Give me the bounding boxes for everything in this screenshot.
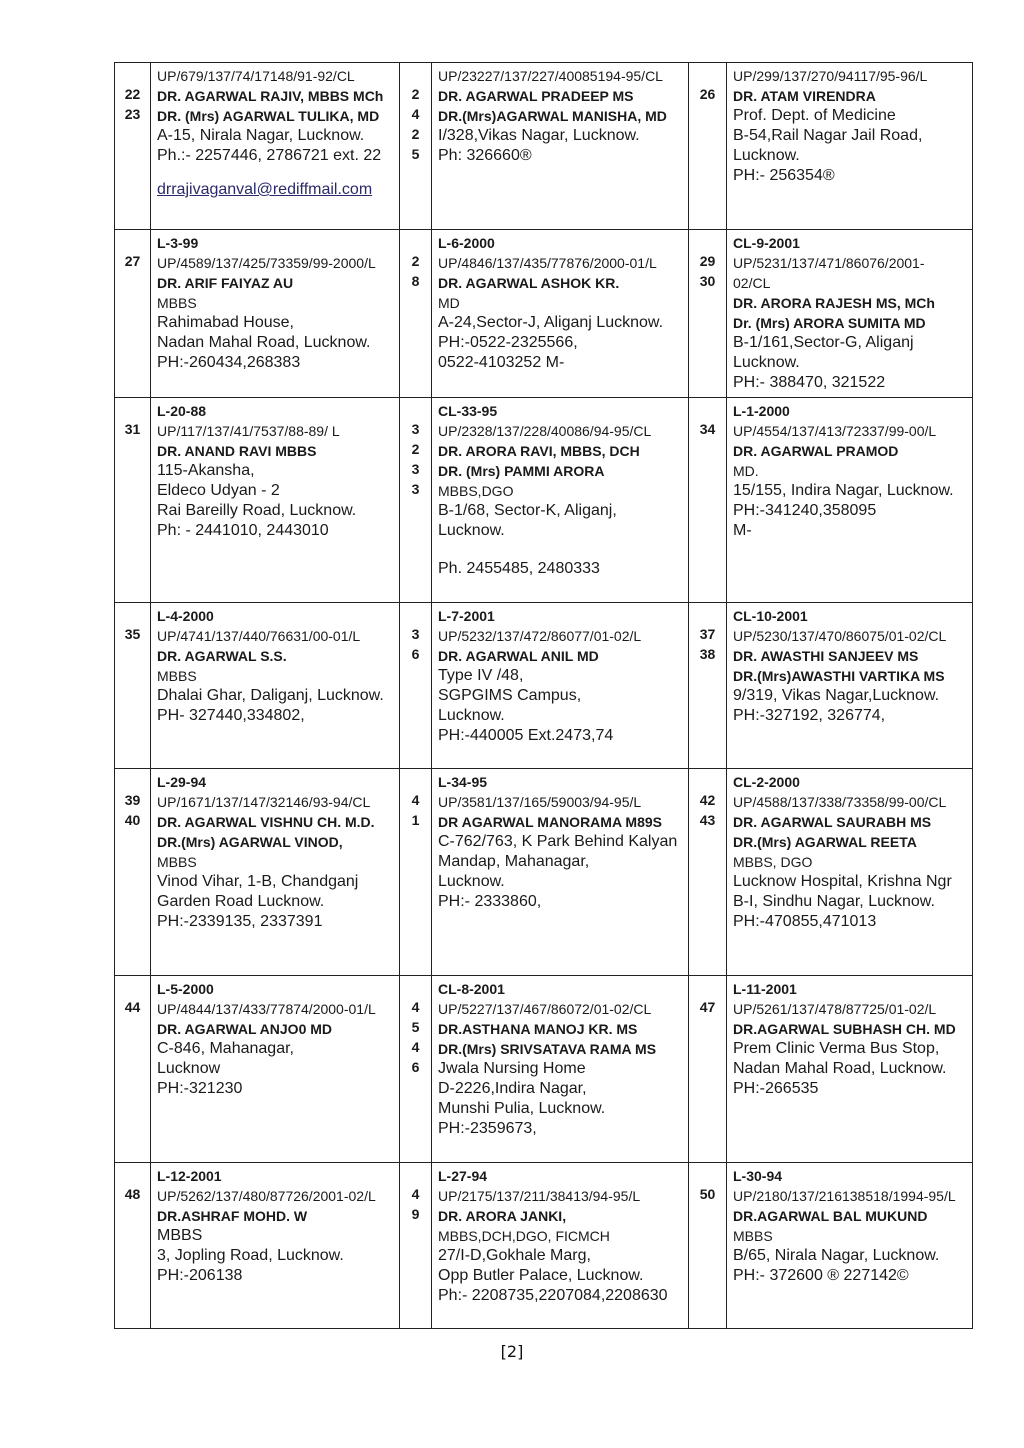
- address-line: D-2226,Indira Nagar,: [438, 1080, 587, 1097]
- serial-number: 39: [124, 792, 141, 808]
- registration-line: MBBS: [157, 295, 197, 311]
- doctor-entry-cell: [151, 769, 400, 976]
- registration-line: UP/679/137/74/17148/91-92/CL: [157, 68, 355, 84]
- doctor-entry-cell: [727, 398, 973, 603]
- registration-line: UP/23227/137/227/40085194-95/CL: [438, 68, 663, 84]
- serial-number-cell: [689, 769, 727, 976]
- directory-body: [115, 63, 973, 1329]
- doctor-name-line: L-12-2001: [157, 1168, 222, 1184]
- address-line: SGPGIMS Campus,: [438, 687, 582, 704]
- serial-spacer: [695, 1166, 720, 1184]
- serial-number: 4: [411, 1039, 420, 1055]
- doctor-name-line: DR AGARWAL MANORAMA M89S: [438, 814, 663, 830]
- blank-line: [438, 541, 682, 559]
- address-line: Eldeco Udyan - 2: [157, 482, 280, 499]
- page-number: [2]: [500, 1342, 524, 1361]
- address-line: PH:-260434,268383: [157, 354, 301, 371]
- serial-spacer: [695, 66, 720, 84]
- doctor-entry-cell: [432, 1163, 689, 1329]
- serial-number: 8: [411, 273, 420, 289]
- doctor-name-line: DR. AGARWAL VISHNU CH. M.D.: [157, 814, 375, 830]
- address-line: PH:-470855,471013: [733, 913, 877, 930]
- doctor-name-line: DR.AGARWAL SUBHASH CH. MD: [733, 1021, 956, 1037]
- doctor-name-line: DR. ARIF FAIYAZ AU: [157, 275, 294, 291]
- registration-line: UP/4589/137/425/73359/99-2000/L: [157, 255, 376, 271]
- serial-spacer: [406, 66, 425, 84]
- registration-line: 02/CL: [733, 275, 771, 291]
- doctor-name-line: CL-9-2001: [733, 235, 800, 251]
- registration-line: UP/4844/137/433/77874/2000-01/L: [157, 1001, 376, 1017]
- serial-number-cell: [400, 398, 432, 603]
- address-line: PH:- 2333860,: [438, 893, 542, 910]
- doctor-name-line: CL-8-2001: [438, 981, 505, 997]
- serial-number-cell: [400, 769, 432, 976]
- registration-line: UP/3581/137/165/59003/94-95/L: [438, 794, 642, 810]
- serial-number-cell: [689, 63, 727, 230]
- serial-number: 4: [411, 106, 420, 122]
- doctor-name-line: DR. AGARWAL ASHOK KR.: [438, 275, 620, 291]
- directory-row: [115, 1163, 973, 1329]
- serial-number: 29: [699, 253, 716, 269]
- address-line: PH:-327192, 326774,: [733, 707, 886, 724]
- address-line: Opp Butler Palace, Lucknow.: [438, 1267, 644, 1284]
- serial-number: 6: [411, 1059, 420, 1075]
- serial-spacer: [406, 979, 425, 997]
- serial-spacer: [121, 606, 144, 624]
- serial-number: 2: [411, 253, 420, 269]
- directory-row: [115, 769, 973, 976]
- doctor-name-line: DR. AGARWAL PRAMOD: [733, 443, 899, 459]
- doctor-entry-cell: [151, 603, 400, 769]
- serial-number-cell: [115, 603, 151, 769]
- doctor-name-line: CL-2-2000: [733, 774, 800, 790]
- serial-number: 35: [124, 626, 141, 642]
- address-line: C-762/763, K Park Behind Kalyan: [438, 833, 678, 850]
- doctor-name-line: DR. ANAND RAVI MBBS: [157, 443, 317, 459]
- address-line: Prem Clinic Verma Bus Stop,: [733, 1040, 940, 1057]
- registration-line: MBBS, DGO: [733, 854, 813, 870]
- doctor-name-line: L-27-94: [438, 1168, 488, 1184]
- doctor-name-line: DR. AGARWAL RAJIV, MBBS MCh: [157, 88, 384, 104]
- serial-number: 40: [124, 812, 141, 828]
- doctor-name-line: L-7-2001: [438, 608, 495, 624]
- serial-number: 30: [699, 273, 716, 289]
- doctor-name-line: DR. AGARWAL S.S.: [157, 648, 287, 664]
- serial-number-cell: [400, 230, 432, 398]
- serial-number-cell: [689, 976, 727, 1163]
- serial-number: 4: [411, 1186, 420, 1202]
- serial-number: 2: [411, 126, 420, 142]
- serial-number: 44: [124, 999, 141, 1015]
- doctor-name-line: DR. AWASTHI SANJEEV MS: [733, 648, 919, 664]
- serial-number-cell: [115, 398, 151, 603]
- address-line: PH:-440005 Ext.2473,74: [438, 727, 614, 744]
- serial-spacer: [695, 401, 720, 419]
- serial-number: 22: [124, 86, 141, 102]
- registration-line: UP/5261/137/478/87725/01-02/L: [733, 1001, 937, 1017]
- serial-number: 3: [411, 481, 420, 497]
- serial-number-cell: [689, 398, 727, 603]
- registration-line: MBBS: [733, 1228, 773, 1244]
- registration-line: UP/2175/137/211/38413/94-95/L: [438, 1188, 641, 1204]
- registration-line: UP/2328/137/228/40086/94-95/CL: [438, 423, 652, 439]
- serial-spacer: [406, 1166, 425, 1184]
- doctor-entry-cell: [727, 603, 973, 769]
- serial-number: 6: [411, 646, 420, 662]
- serial-number-cell: [689, 603, 727, 769]
- address-line: Lucknow.: [733, 354, 800, 371]
- address-line: Lucknow.: [438, 873, 505, 890]
- doctor-name-line: DR. ARORA RAVI, MBBS, DCH: [438, 443, 640, 459]
- doctor-entry-cell: [151, 1163, 400, 1329]
- serial-number: 43: [699, 812, 716, 828]
- registration-line: MBBS: [157, 668, 197, 684]
- address-line: Ph. 2455485, 2480333: [438, 560, 600, 577]
- serial-number-cell: [689, 1163, 727, 1329]
- doctor-entry-cell: [432, 63, 689, 230]
- serial-number-cell: [115, 1163, 151, 1329]
- serial-number: 5: [411, 1019, 420, 1035]
- serial-number-cell: [115, 230, 151, 398]
- address-line: B-1/161,Sector-G, Aliganj: [733, 334, 914, 351]
- registration-line: MD.: [733, 463, 759, 479]
- registration-line: MBBS,DCH,DGO, FICMCH: [438, 1228, 610, 1244]
- registration-line: MBBS: [157, 854, 197, 870]
- doctor-name-line: L-4-2000: [157, 608, 214, 624]
- address-line: Dhalai Ghar, Daliganj, Lucknow.: [157, 687, 384, 704]
- address-line: A-24,Sector-J, Aliganj Lucknow.: [438, 314, 664, 331]
- directory-row: [115, 976, 973, 1163]
- doctor-name-line: DR.(Mrs) SRIVSATAVA RAMA MS: [438, 1041, 657, 1057]
- address-line: Nadan Mahal Road, Lucknow.: [157, 334, 371, 351]
- serial-number: 38: [699, 646, 716, 662]
- registration-line: UP/1671/137/147/32146/93-94/CL: [157, 794, 371, 810]
- serial-number: 37: [699, 626, 716, 642]
- address-line: I/328,Vikas Nagar, Lucknow.: [438, 127, 640, 144]
- address-line: PH:-2359673,: [438, 1120, 537, 1137]
- address-line: Prof. Dept. of Medicine: [733, 107, 896, 124]
- doctor-name-line: DR. AGARWAL PRADEEP MS: [438, 88, 634, 104]
- serial-number-cell: [400, 976, 432, 1163]
- doctor-entry-cell: [151, 63, 400, 230]
- serial-number: 2: [411, 86, 420, 102]
- registration-line: UP/5227/137/467/86072/01-02/CL: [438, 1001, 652, 1017]
- address-line: PH:- 256354®: [733, 167, 835, 184]
- serial-spacer: [695, 979, 720, 997]
- address-line: Ph: 326660®: [438, 147, 532, 164]
- doctor-entry-cell: [727, 63, 973, 230]
- serial-spacer: [121, 979, 144, 997]
- serial-number: 42: [699, 792, 716, 808]
- address-line: Ph: - 2441010, 2443010: [157, 522, 329, 539]
- doctor-name-line: DR. ARORA RAJESH MS, MCh: [733, 295, 935, 311]
- registration-line: UP/2180/137/216138518/1994-95/L: [733, 1188, 956, 1204]
- doctor-name-line: DR. (Mrs) PAMMI ARORA: [438, 463, 605, 479]
- doctor-name-line: L-29-94: [157, 774, 207, 790]
- serial-spacer: [695, 772, 720, 790]
- serial-spacer: [121, 401, 144, 419]
- serial-spacer: [121, 772, 144, 790]
- email-link[interactable]: drrajivaganval@rediffmail.com: [157, 181, 373, 198]
- address-line: Rai Bareilly Road, Lucknow.: [157, 502, 357, 519]
- address-line: C-846, Mahanagar,: [157, 1040, 294, 1057]
- serial-number: 4: [411, 792, 420, 808]
- directory-row: [115, 63, 973, 230]
- doctor-entry-cell: [727, 1163, 973, 1329]
- address-line: Rahimabad House,: [157, 314, 294, 331]
- doctor-name-line: DR. ARORA JANKI,: [438, 1208, 567, 1224]
- serial-spacer: [406, 606, 425, 624]
- serial-number: 48: [124, 1186, 141, 1202]
- address-line: Lucknow.: [733, 147, 800, 164]
- address-line: PH:-0522-2325566,: [438, 334, 578, 351]
- serial-spacer: [121, 66, 144, 84]
- registration-line: UP/5230/137/470/86075/01-02/CL: [733, 628, 947, 644]
- registration-line: UP/4554/137/413/72337/99-00/L: [733, 423, 937, 439]
- serial-number: 34: [699, 421, 716, 437]
- doctor-entry-cell: [151, 230, 400, 398]
- serial-number-cell: [115, 63, 151, 230]
- address-line: Vinod Vihar, 1-B, Chandganj: [157, 873, 359, 890]
- registration-line: UP/5232/137/472/86077/01-02/L: [438, 628, 642, 644]
- address-line: MBBS: [157, 1227, 203, 1244]
- doctor-name-line: DR. ATAM VIRENDRA: [733, 88, 876, 104]
- serial-spacer: [695, 606, 720, 624]
- doctor-entry-cell: [151, 976, 400, 1163]
- doctor-name-line: DR.ASHRAF MOHD. W: [157, 1208, 308, 1224]
- doctor-name-line: L-6-2000: [438, 235, 495, 251]
- serial-number: 3: [411, 421, 420, 437]
- address-line: 15/155, Indira Nagar, Lucknow.: [733, 482, 954, 499]
- address-line: Jwala Nursing Home: [438, 1060, 586, 1077]
- address-line: A-15, Nirala Nagar, Lucknow.: [157, 127, 365, 144]
- address-line: B-54,Rail Nagar Jail Road,: [733, 127, 923, 144]
- address-line: Munshi Pulia, Lucknow.: [438, 1100, 606, 1117]
- address-line: Lucknow.: [438, 707, 505, 724]
- doctor-name-line: DR.(Mrs)AWASTHI VARTIKA MS: [733, 668, 945, 684]
- address-line: PH:- 388470, 321522: [733, 374, 886, 391]
- doctor-name-line: CL-10-2001: [733, 608, 808, 624]
- serial-spacer: [121, 1166, 144, 1184]
- address-line: PH:-341240,358095: [733, 502, 877, 519]
- address-line: PH- 327440,334802,: [157, 707, 305, 724]
- address-line: 115-Akansha,: [157, 462, 255, 479]
- serial-spacer: [695, 233, 720, 251]
- serial-number: 9: [411, 1206, 420, 1222]
- serial-number: 1: [411, 812, 420, 828]
- address-line: Lucknow.: [438, 522, 505, 539]
- registration-line: MBBS,DGO: [438, 483, 514, 499]
- serial-number: 2: [411, 441, 420, 457]
- doctor-name-line: DR.(Mrs) AGARWAL REETA: [733, 834, 917, 850]
- doctor-name-line: DR. AGARWAL ANIL MD: [438, 648, 599, 664]
- doctor-name-line: DR.(Mrs)AGARWAL MANISHA, MD: [438, 108, 667, 124]
- doctor-name-line: Dr. (Mrs) ARORA SUMITA MD: [733, 315, 926, 331]
- registration-line: UP/117/137/41/7537/88-89/ L: [157, 423, 340, 439]
- address-line: 27/I-D,Gokhale Marg,: [438, 1247, 591, 1264]
- address-line: B/65, Nirala Nagar, Lucknow.: [733, 1247, 940, 1264]
- doctor-name-line: L-11-2001: [733, 981, 797, 997]
- doctor-name-line: L-3-99: [157, 235, 199, 251]
- serial-spacer: [406, 233, 425, 251]
- registration-line: UP/5262/137/480/87726/2001-02/L: [157, 1188, 376, 1204]
- doctor-entry-cell: [432, 230, 689, 398]
- directory-row: [115, 603, 973, 769]
- directory-row: [115, 398, 973, 603]
- doctor-name-line: DR.(Mrs) AGARWAL VINOD,: [157, 834, 343, 850]
- address-line: Garden Road Lucknow.: [157, 893, 325, 910]
- doctor-name-line: DR. AGARWAL SAURABH MS: [733, 814, 932, 830]
- address-line: PH:- 372600 ® 227142©: [733, 1267, 909, 1284]
- doctor-entry-cell: [432, 769, 689, 976]
- address-line: PH:-206138: [157, 1267, 243, 1284]
- address-line: Ph:- 2208735,2207084,2208630: [438, 1287, 668, 1304]
- serial-number-cell: [400, 1163, 432, 1329]
- doctor-name-line: L-34-95: [438, 774, 488, 790]
- address-line: Mandap, Mahanagar,: [438, 853, 590, 870]
- serial-number: 27: [124, 253, 141, 269]
- doctor-entry-cell: [432, 398, 689, 603]
- doctor-entry-cell: [727, 769, 973, 976]
- doctor-entry-cell: [432, 976, 689, 1163]
- doctor-name-line: L-1-2000: [733, 403, 790, 419]
- registration-line: UP/4588/137/338/73358/99-00/CL: [733, 794, 947, 810]
- serial-number: 3: [411, 461, 420, 477]
- address-line: B-I, Sindhu Nagar, Lucknow.: [733, 893, 935, 910]
- doctor-entry-cell: [151, 398, 400, 603]
- serial-number: 3: [411, 626, 420, 642]
- doctor-name-line: L-30-94: [733, 1168, 783, 1184]
- serial-number: 23: [124, 106, 141, 122]
- address-line: 3, Jopling Road, Lucknow.: [157, 1247, 344, 1264]
- serial-number-cell: [115, 769, 151, 976]
- doctor-name-line: L-5-2000: [157, 981, 214, 997]
- serial-number-cell: [400, 603, 432, 769]
- doctor-name-line: DR.AGARWAL BAL MUKUND: [733, 1208, 928, 1224]
- doctor-name-line: DR.ASTHANA MANOJ KR. MS: [438, 1021, 638, 1037]
- address-line: PH:-2339135, 2337391: [157, 913, 323, 930]
- address-line: Nadan Mahal Road, Lucknow.: [733, 1060, 947, 1077]
- serial-number-cell: [689, 230, 727, 398]
- registration-line: UP/4846/137/435/77876/2000-01/L: [438, 255, 657, 271]
- serial-number-cell: [400, 63, 432, 230]
- serial-spacer: [406, 401, 425, 419]
- serial-number: 5: [411, 146, 420, 162]
- serial-number: 31: [124, 421, 141, 437]
- serial-number: 26: [699, 86, 716, 102]
- directory-row: [115, 230, 973, 398]
- address-line: 0522-4103252 M-: [438, 354, 565, 371]
- registration-line: UP/4741/137/440/76631/00-01/L: [157, 628, 361, 644]
- address-line: B-1/68, Sector-K, Aliganj,: [438, 502, 617, 519]
- doctor-entry-cell: [727, 976, 973, 1163]
- address-line: 9/319, Vikas Nagar,Lucknow.: [733, 687, 940, 704]
- doctor-name-line: L-20-88: [157, 403, 207, 419]
- doctor-name-line: DR. (Mrs) AGARWAL TULIKA, MD: [157, 108, 380, 124]
- serial-number: 50: [699, 1186, 716, 1202]
- doctor-directory-table: [114, 62, 973, 1329]
- serial-number: 4: [411, 999, 420, 1015]
- registration-line: UP/5231/137/471/86076/2001-: [733, 255, 925, 271]
- doctor-name-line: CL-33-95: [438, 403, 498, 419]
- serial-spacer: [406, 772, 425, 790]
- address-line: M-: [733, 522, 752, 539]
- doctor-entry-cell: [727, 230, 973, 398]
- address-line: Lucknow: [157, 1060, 221, 1077]
- serial-number-cell: [115, 976, 151, 1163]
- address-line: PH:-266535: [733, 1080, 819, 1097]
- registration-line: UP/299/137/270/94117/95-96/L: [733, 68, 928, 84]
- registration-line: MD: [438, 295, 460, 311]
- address-line: Lucknow Hospital, Krishna Ngr: [733, 873, 952, 890]
- serial-spacer: [121, 233, 144, 251]
- address-line: Type IV /48,: [438, 667, 524, 684]
- address-line: Ph.:- 2257446, 2786721 ext. 22: [157, 147, 382, 164]
- address-line: PH:-321230: [157, 1080, 243, 1097]
- doctor-name-line: DR. AGARWAL ANJO0 MD: [157, 1021, 333, 1037]
- doctor-entry-cell: [432, 603, 689, 769]
- serial-number: 47: [699, 999, 716, 1015]
